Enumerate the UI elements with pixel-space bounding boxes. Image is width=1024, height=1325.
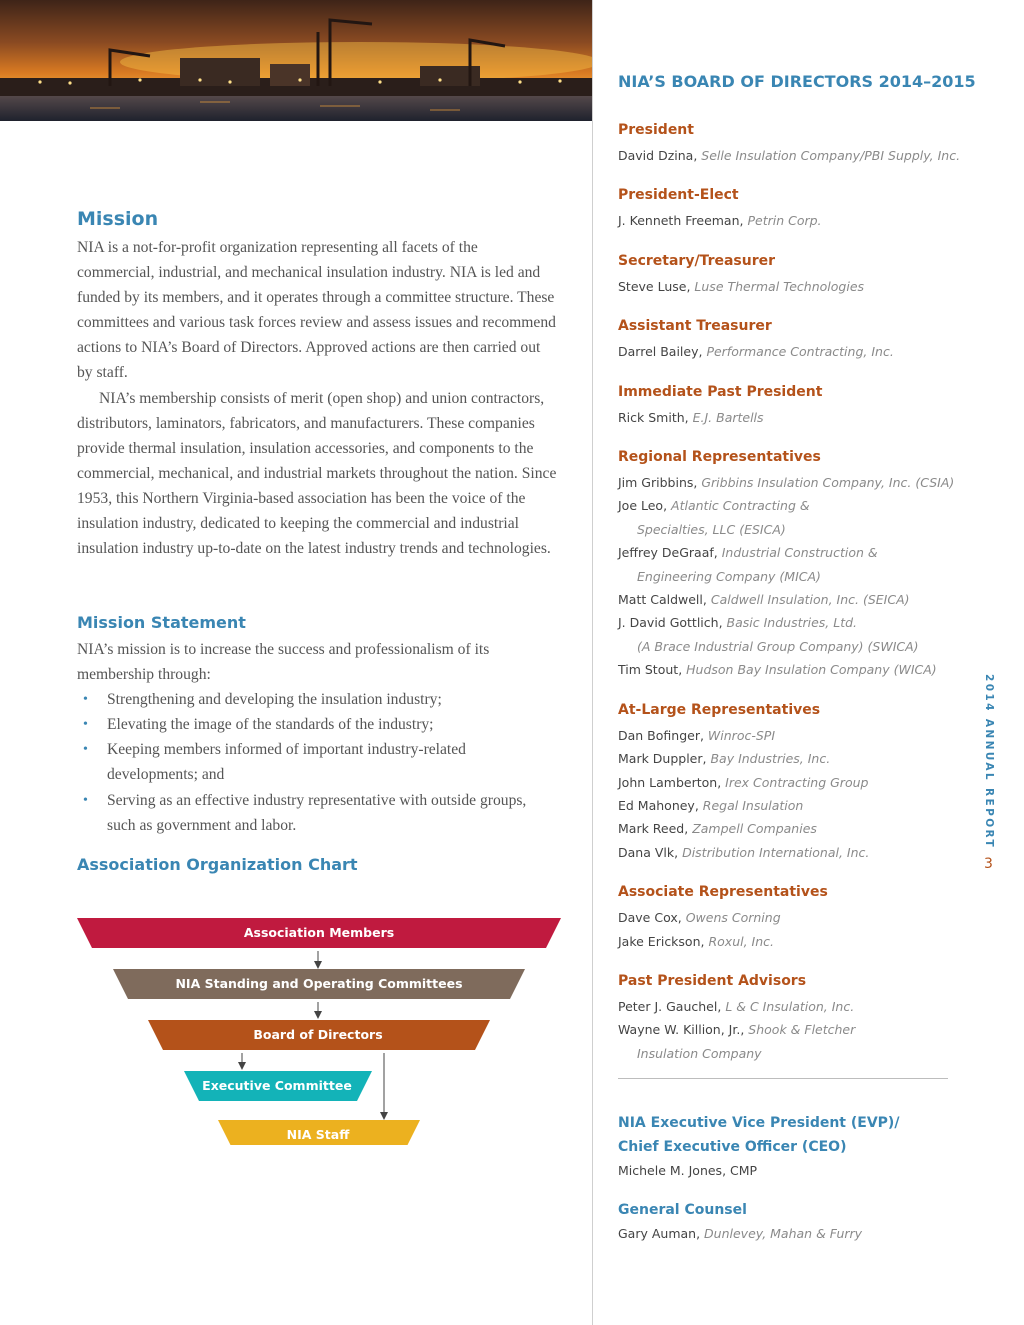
bullet-item: • Keeping members informed of important industry-related developments; and: [77, 737, 557, 787]
member-name: Jake Erickson: [618, 933, 701, 949]
member-org-continued: Engineering Company (MICA): [637, 568, 821, 584]
side-tab: [979, 674, 999, 850]
member-row: Dan Bofinger, Winroc-SPI: [618, 727, 776, 743]
member-org-continued: (A Brace Industrial Group Company) (SWICA): [637, 638, 919, 654]
member-name: Dana Vlk: [618, 844, 675, 860]
member-org: Petrin Corp.: [747, 213, 822, 229]
member-org-continued: Insulation Company: [637, 1045, 762, 1061]
member-row: J. Kenneth Freeman, Petrin Corp.: [618, 213, 822, 229]
evp-name: Michele M. Jones, CMP: [618, 1163, 758, 1178]
role-block: [618, 882, 978, 953]
member-org: Irex Contracting Group: [725, 774, 869, 790]
page-number: 3: [984, 856, 993, 872]
board-title: NIA’S BOARD OF DIRECTORS 2014–2015: [618, 72, 976, 91]
member-row: John Lamberton, Irex Contracting Group: [618, 774, 869, 790]
shipyard-sunset-image: [0, 0, 593, 121]
member-org-continued: Specialties, LLC (ESICA): [637, 521, 786, 537]
bullet-item: • Serving as an effective industry representative with outside groups, such as government and labor.: [77, 788, 557, 838]
member-name: Dan Bofinger: [618, 727, 700, 743]
member-org: Industrial Construction &: [721, 545, 878, 561]
member-row: Rick Smith, E.J. Bartells: [618, 409, 764, 425]
member-row: Mark Reed, Zampell Companies: [618, 821, 817, 837]
member-name: Jeffrey DeGraaf: [618, 545, 714, 561]
mission-body: [77, 235, 557, 561]
bullet-item: • Elevating the image of the standards of the industry;: [77, 712, 557, 737]
mission-paragraph-2: NIA’s membership consists of merit (open shop) and union contractors, distributors, laminators, fabricators, and manufacturers. These companies provide thermal insulation, insulation accessories, and components to the commercial, mechanical, and industrial markets throughout the nation. Since 1953, this Northern Virginia-based association has been the voice of the insulation industry, dedicated to keeping the commercial and industrial insulation industry up-to-date on the latest industry trends and technologies.: [77, 389, 557, 558]
member-org: Caldwell Insulation, Inc. (SEICA): [710, 592, 910, 608]
member-name: Matt Caldwell: [618, 592, 703, 608]
general-counsel-member: Gary Auman, Dunlevey, Mahan & Furry: [618, 1226, 863, 1241]
role-title: Secretary/Treasurer: [618, 252, 776, 269]
member-row: David Dzina, Selle Insulation Company/PBI Supply, Inc.: [618, 148, 961, 163]
member-name: Peter J. Gauchel: [618, 998, 718, 1014]
member-name: Ed Mahoney: [618, 797, 695, 813]
member-row: Matt Caldwell, Caldwell Insulation, Inc. (SEICA): [618, 592, 910, 608]
role-block: [618, 700, 978, 864]
member-name: David Dzina: [618, 148, 694, 163]
mission-heading: Mission: [77, 208, 159, 230]
role-block: [618, 185, 978, 232]
member-row: Dave Cox, Owens Corning: [618, 910, 781, 926]
section-rule: [618, 1078, 948, 1079]
member-name: Joe Leo: [618, 498, 664, 514]
member-name: Steve Luse: [618, 278, 687, 294]
org-chart: [0, 915, 593, 1145]
member-row: Jeffrey DeGraaf, Industrial Construction & Engineering Company (MICA): [618, 541, 978, 588]
member-name: Mark Duppler: [618, 751, 703, 767]
member-name: Mark Reed: [618, 821, 685, 837]
member-org: Roxul, Inc.: [708, 933, 774, 949]
role-block: [618, 120, 978, 167]
member-org: E.J. Bartells: [692, 409, 764, 425]
member-name: Darrel Bailey: [618, 344, 699, 360]
member-row: Tim Stout, Hudson Bay Insulation Company (WICA): [618, 662, 937, 678]
header-photo: [0, 0, 593, 121]
role-title: Regional Representatives: [618, 449, 821, 466]
role-title: At-Large Representatives: [618, 701, 821, 718]
tier-label-standing-committees: NIA Standing and Operating Committees: [175, 976, 463, 991]
evp-title-line1: NIA Executive Vice President (EVP)/: [618, 1115, 900, 1131]
mission-paragraph-1: NIA is a not-for-profit organization representing all facets of the commercial, industrial, and mechanical insulation industry. NIA is led and funded by its members, and it operates through a committee structure. These committees and various task forces review and assess issues and recommend actions to NIA’s Board of Directors. Approved actions are then carried out by staff.: [77, 239, 556, 382]
member-org: Winroc-SPI: [707, 727, 776, 743]
general-counsel-title: General Counsel: [618, 1202, 747, 1218]
member-org: Bay Industries, Inc.: [710, 751, 831, 767]
evp-section: [618, 1111, 978, 1182]
member-name: John Lamberton: [618, 774, 718, 790]
member-name: J. Kenneth Freeman: [618, 213, 740, 229]
board-list: [618, 120, 978, 1083]
member-org: Performance Contracting, Inc.: [706, 344, 894, 360]
member-org: Gribbins Insulation Company, Inc. (CSIA): [701, 475, 955, 491]
role-title: President: [618, 122, 694, 138]
role-block: [618, 316, 978, 363]
member-org: Atlantic Contracting &: [671, 498, 810, 514]
mission-statement-intro: NIA’s mission is to increase the success and professionalism of its membership through:: [77, 641, 490, 684]
role-block: [618, 382, 978, 429]
member-org: Regal Insulation: [702, 797, 804, 813]
role-title: Immediate Past President: [618, 383, 823, 400]
member-row: Dana Vlk, Distribution International, Inc.: [618, 844, 870, 860]
role-block: [618, 251, 978, 298]
mission-statement-heading: Mission Statement: [77, 613, 246, 632]
member-row: Peter J. Gauchel, L & C Insulation, Inc.: [618, 998, 855, 1014]
tier-label-board-of-directors: Board of Directors: [253, 1027, 383, 1042]
role-block: [618, 971, 978, 1065]
general-counsel-section: [618, 1198, 978, 1245]
member-row: Jim Gribbins, Gribbins Insulation Company, Inc. (CSIA): [618, 475, 955, 491]
member-org: Basic Industries, Ltd.: [726, 615, 858, 631]
org-chart-heading: Association Organization Chart: [77, 855, 358, 874]
member-org: Hudson Bay Insulation Company (WICA): [686, 662, 937, 678]
member-row: Jake Erickson, Roxul, Inc.: [618, 933, 774, 949]
member-org: Luse Thermal Technologies: [694, 278, 865, 294]
evp-title-line2: Chief Executive Officer (CEO): [618, 1139, 847, 1155]
member-name: Gary Auman: [618, 1226, 697, 1241]
member-org: Distribution International, Inc.: [682, 844, 870, 860]
member-row: Mark Duppler, Bay Industries, Inc.: [618, 751, 831, 767]
bullet-item: • Strengthening and developing the insulation industry;: [77, 687, 557, 712]
member-row: Wayne W. Killion, Jr., Shook & Fletcher Insulation Company: [618, 1018, 978, 1065]
member-row: Ed Mahoney, Regal Insulation: [618, 797, 804, 813]
member-name: J. David Gottlich: [618, 615, 719, 631]
tier-label-executive-committee: Executive Committee: [202, 1078, 352, 1093]
mission-statement-body: [77, 637, 557, 838]
side-tab-text: 2014 ANNUAL REPORT: [983, 674, 995, 850]
member-row: J. David Gottlich, Basic Industries, Ltd. (A Brace Industrial Group Company) (SWICA): [618, 611, 978, 658]
role-title: Assistant Treasurer: [618, 318, 772, 335]
member-org: Zampell Companies: [692, 821, 817, 837]
member-row: Darrel Bailey, Performance Contracting, Inc.: [618, 344, 894, 360]
member-row: Steve Luse, Luse Thermal Technologies: [618, 278, 865, 294]
member-org: Dunlevey, Mahan & Furry: [704, 1226, 863, 1241]
member-name: Dave Cox: [618, 910, 678, 926]
mission-statement-bullets: [77, 687, 557, 838]
role-block: [618, 447, 978, 682]
member-row: Joe Leo, Atlantic Contracting & Specialties, LLC (ESICA): [618, 494, 978, 541]
member-org: Selle Insulation Company/PBI Supply, Inc.: [701, 148, 961, 163]
member-org: Shook & Fletcher: [748, 1022, 856, 1038]
role-title: Associate Representatives: [618, 884, 828, 901]
tier-label-nia-staff: NIA Staff: [286, 1127, 350, 1142]
tier-label-association-members: Association Members: [243, 925, 395, 940]
role-title: Past President Advisors: [618, 972, 807, 989]
role-title: President-Elect: [618, 187, 739, 204]
member-name: Wayne W. Killion, Jr.: [618, 1022, 741, 1038]
member-org: Owens Corning: [685, 910, 781, 926]
member-name: Jim Gribbins: [618, 475, 694, 491]
member-name: Rick Smith: [618, 409, 685, 425]
member-name: Tim Stout: [618, 662, 679, 678]
member-org: L & C Insulation, Inc.: [725, 998, 855, 1014]
